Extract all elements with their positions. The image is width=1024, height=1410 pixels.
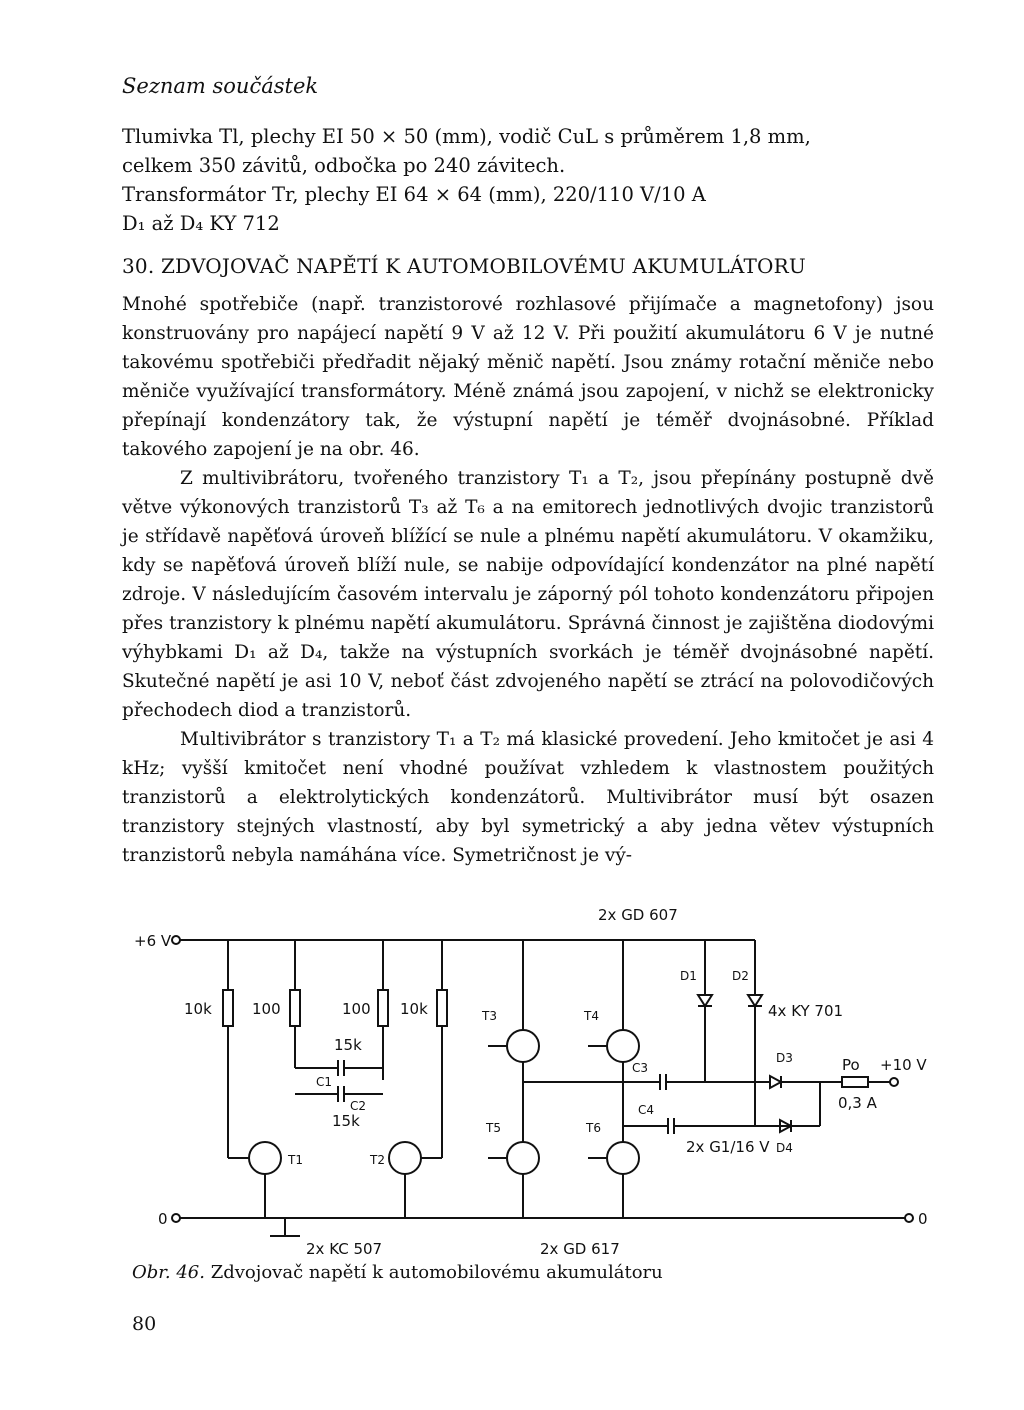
resistor-label: 100 [252,1000,281,1018]
parts-list-heading: Seznam součástek [122,74,319,98]
parts-line: Transformátor Tr, plechy EI 64 × 64 (mm), 220/110 V/10 A [122,183,706,206]
diode-label: D2 [732,969,749,983]
circuit-diagram [120,900,940,1370]
transistor-label: T6 [586,1121,601,1135]
capacitor-label: C4 [638,1103,655,1117]
parts-line: celkem 350 závitů, odbočka po 240 závitech. [122,154,566,177]
transistor-label: T4 [584,1009,599,1023]
capacitor-label: C3 [632,1061,649,1075]
ground-left-label: 0 [158,1210,168,1228]
top-transistor-note: 2x GD 607 [598,906,678,924]
cap-note: 2x G1/16 V [686,1138,770,1156]
body-text [122,290,934,870]
transistor-label: T1 [288,1153,303,1167]
bottom-left-note: 2x KC 507 [306,1240,383,1258]
resistor-label: 10k [184,1000,212,1018]
resistor-label: 100 [342,1000,371,1018]
diode-label: D1 [680,969,697,983]
capacitor-label: C2 [350,1099,367,1113]
resistor-label: 15k [332,1112,360,1130]
circuit-schematic [120,900,940,1260]
fuse-rating: 0,3 A [838,1094,877,1112]
figure-caption [132,1262,663,1283]
ground-right-label: 0 [918,1210,928,1228]
parts-line: Tlumivka Tl, plechy EI 50 × 50 (mm), vodič CuL s průměrem 1,8 mm, [122,125,811,148]
bottom-right-note: 2x GD 617 [540,1240,620,1258]
paragraph: Z multivibrátoru, tvořeného tranzistory T₁ a T₂, jsou přepínány postupně dvě větve výkonových tranzistorů T₃ až T₆ a na emitorech jednotlivých dvojic tranzistorů je střídavě napěťová úroveň blížící se nule a plnému napětí akumulátoru. V okamžiku, kdy se napěťová úroveň blíží nule, se nabije odpovídající kondenzátor na plné napětí zdroje. V následujícím časovém intervalu je záporný pól tohoto kondenzátoru připojen přes tranzistory k plnému napětí akumulátoru. Správná činnost je zajištěna diodovými výhybkami D₁ až D₄, takže na výstupních svorkách je téměř dvojnásobné napětí. Skutečné napětí je asi 10 V, neboť část zdvojeného napětí se ztrácí na polovodičových přechodech diod a tranzistorů. [122,468,934,721]
diode-note: 4x KY 701 [768,1002,844,1020]
caption-text: Zdvojovač napětí k automobilovému akumulátoru [210,1262,663,1283]
section-title: 30. ZDVOJOVAČ NAPĚTÍ K AUTOMOBILOVÉMU AKUMULÁTORU [122,254,806,278]
supply-label: +6 V [134,932,172,950]
diode-label: D3 [776,1051,793,1065]
output-label: +10 V [880,1056,927,1074]
transistor-label: T3 [482,1009,497,1023]
paragraph: Multivibrátor s tranzistory T₁ a T₂ má klasické provedení. Jeho kmitočet je asi 4 kHz; vyšší kmitočet není vhodné používat vzhledem k vlastnostem použitých tranzistorů a elektrolytických kondenzátorů. Multivibrátor musí být osazen tranzistory stejných vlastností, aby byl symetrický a aby jedna větev výstupních tranzistorů nebyla namáhána více. Symetričnost je vý- [122,729,934,866]
transistor-label: T2 [370,1153,385,1167]
transistor-label: T5 [486,1121,501,1135]
fuse-label: Po [842,1056,860,1074]
resistor-label: 15k [334,1036,362,1054]
paragraph: Mnohé spotřebiče (např. tranzistorové rozhlasové přijímače a magnetofony) jsou konstruovány pro napájecí napětí 9 V až 12 V. Při použití akumulátoru 6 V je nutné takovému spotřebiči předřadit nějaký měnič napětí. Jsou známy rotační měniče nebo měniče využívající transformátory. Méně známá jsou zapojení, v nichž se elektronicky přepínají kondenzátory tak, že výstupní napětí je téměř dvojnásobné. Příklad takového zapojení je na obr. 46. [122,294,934,460]
resistor-label: 10k [400,1000,428,1018]
parts-line: D₁ až D₄ KY 712 [122,212,280,235]
capacitor-label: C1 [316,1075,333,1089]
parts-list [122,122,934,238]
page-number: 80 [132,1313,157,1335]
diode-label: D4 [776,1141,793,1155]
caption-prefix: Obr. 46. [132,1262,205,1283]
